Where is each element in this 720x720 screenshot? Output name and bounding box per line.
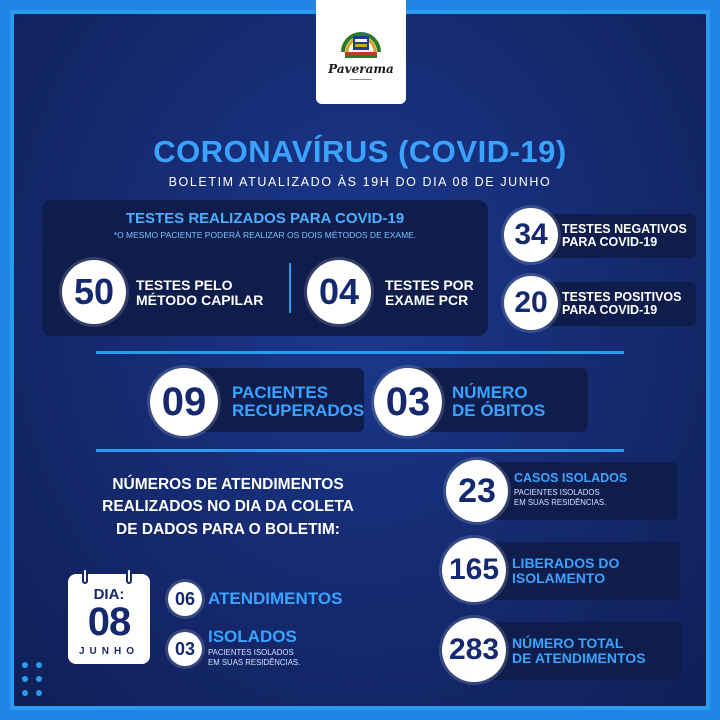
isolated-note xyxy=(208,648,300,667)
logo-underline: ━━━━━━━━━ xyxy=(350,77,372,82)
recovered-label-line2: RECUPERADOS xyxy=(232,400,365,420)
isolated-count-circle: 03 xyxy=(168,632,202,666)
total-attendances-label-line2: DE ATENDIMENTOS xyxy=(512,649,646,666)
tests-note: *O MESMO PACIENTE PODERÁ REALIZAR OS DOIS MÉTODOS DE EXAME. xyxy=(113,230,417,240)
negative-label xyxy=(562,223,687,249)
released-count-circle: 165 xyxy=(442,538,506,602)
recovered-label-line1: PACIENTES xyxy=(232,383,329,402)
positive-label-line1: TESTES POSITIVOS xyxy=(562,290,682,304)
pcr-count-circle: 04 xyxy=(307,260,371,324)
dot xyxy=(36,690,42,696)
section-divider-bottom xyxy=(96,449,624,452)
section-divider-top xyxy=(96,351,624,354)
isolated-cases-count-circle: 23 xyxy=(446,460,508,522)
calendar-icon xyxy=(68,574,150,664)
capillary-label-line2: MÉTODO CAPILAR xyxy=(136,291,264,308)
dot xyxy=(22,676,28,682)
seal-icon xyxy=(337,22,385,60)
positive-label xyxy=(562,291,681,317)
calendar-ring-left xyxy=(82,568,88,584)
page-title: CORONAVÍRUS (COVID-19) xyxy=(153,134,567,169)
isolated-cases-note xyxy=(514,488,606,507)
daily-heading-line1: NÚMEROS DE ATENDIMENTOS xyxy=(112,476,344,493)
isolated-note-line2: EM SUAS RESIDÊNCIAS. xyxy=(208,657,301,667)
negative-label-line2: PARA COVID-19 xyxy=(562,235,658,250)
tests-title: TESTES REALIZADOS PARA COVID-19 xyxy=(125,210,405,227)
page-subtitle: BOLETIM ATUALIZADO ÀS 19H DO DIA 08 DE JUNHO xyxy=(168,175,552,189)
total-attendances-label-line1: NÚMERO TOTAL xyxy=(512,635,624,651)
deaths-label-line2: DE ÓBITOS xyxy=(452,400,546,420)
positive-count-circle: 20 xyxy=(504,276,558,330)
attendances-count-circle: 06 xyxy=(168,582,202,616)
dot xyxy=(22,662,28,668)
recovered-label xyxy=(232,384,364,420)
isolated-cases-note-line1: PACIENTES ISOLADOS xyxy=(514,488,600,497)
calendar-month: JUNHO xyxy=(78,646,139,657)
total-attendances-count-circle: 283 xyxy=(442,618,506,682)
deaths-count-circle: 03 xyxy=(374,368,442,436)
capillary-label-line1: TESTES PELO xyxy=(136,277,233,293)
isolated-cases-note-line2: EM SUAS RESIDÊNCIAS. xyxy=(514,497,607,507)
isolated-note-line1: PACIENTES ISOLADOS xyxy=(208,648,294,657)
calendar-day-label: DIA: xyxy=(93,586,125,603)
capillary-label xyxy=(136,278,263,307)
deaths-label-line1: NÚMERO xyxy=(452,383,528,402)
daily-heading xyxy=(58,474,398,541)
calendar-day-number: 08 xyxy=(87,600,131,644)
tests-divider xyxy=(289,263,291,313)
logo-wordmark: Paverama xyxy=(328,62,394,76)
dot xyxy=(22,690,28,696)
pcr-label-line1: TESTES POR xyxy=(385,277,474,293)
calendar-ring-right xyxy=(126,568,132,584)
positive-label-line2: PARA COVID-19 xyxy=(562,303,658,318)
pcr-label-line2: EXAME PCR xyxy=(385,291,469,308)
daily-heading-line2: REALIZADOS NO DIA DA COLETA xyxy=(102,498,354,516)
attendances-label: ATENDIMENTOS xyxy=(208,589,343,608)
negative-count-circle: 34 xyxy=(504,208,558,262)
dot xyxy=(36,676,42,682)
released-label xyxy=(512,556,619,585)
isolated-cases-label: CASOS ISOLADOS xyxy=(514,471,628,485)
dot xyxy=(36,662,42,668)
capillary-count-circle: 50 xyxy=(62,260,126,324)
pcr-label xyxy=(385,278,474,307)
isolated-label: ISOLADOS xyxy=(208,627,297,646)
daily-heading-line3: DE DADOS PARA O BOLETIM: xyxy=(116,520,340,538)
released-label-line2: ISOLAMENTO xyxy=(512,569,606,586)
negative-label-line1: TESTES NEGATIVOS xyxy=(562,222,687,236)
recovered-count-circle: 09 xyxy=(150,368,218,436)
total-attendances-label xyxy=(512,636,646,665)
municipal-logo xyxy=(316,0,406,104)
released-label-line1: LIBERADOS DO xyxy=(512,555,620,571)
deaths-label xyxy=(452,384,545,420)
decorative-dots xyxy=(22,662,48,700)
